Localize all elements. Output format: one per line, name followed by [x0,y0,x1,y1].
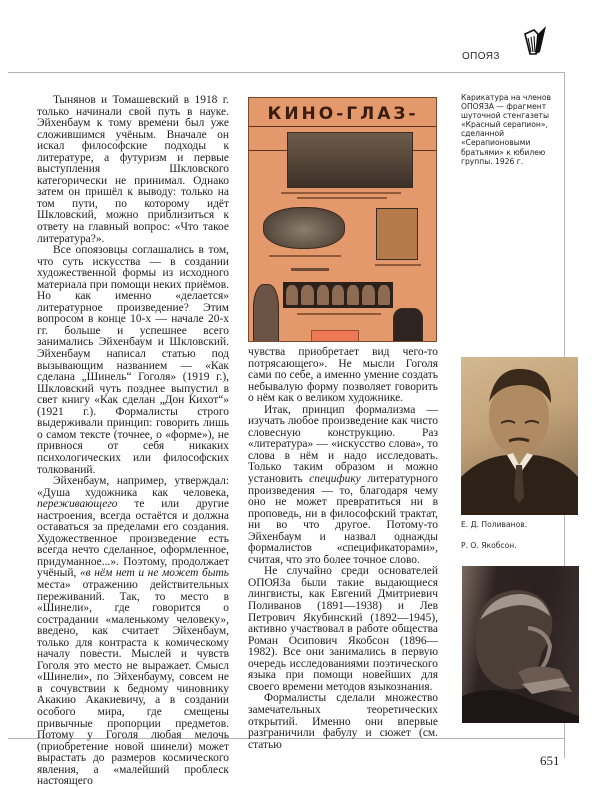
poster-face [332,285,344,305]
portrait-polivanov [461,357,578,515]
poster-caption-line [269,255,341,257]
poster-face [301,285,313,305]
italic-emphasis: «в нём нет и не может быть [79,567,229,580]
poster-red-box [311,330,359,342]
paragraph [37,476,229,788]
poster-face [378,285,390,305]
text-run: места» отражению действительных переживаний. Так, то место в «Шинели», где говорится о сострадании «маленькому человеку», введено, как считает Эйхенбаум, только для контраста к комическому началу повести. Мыслей и чувств Гоголя это место не выражает. Смысл «Шинели», по Эйхенбауму, совсем не в сочувствии к бедному чиновнику Акакию Акакиевичу, а в создании особого мира, где смещены привычные пропорции предметов. Потому у Гоголя любая мелочь (приобретение новой шинели) может вырастать до размеров космического явления, а «малейший проблеск настоящего [37,578,229,788]
figure-caption-poster: Карикатура на членов ОПОЯЗА — фрагмент шуточной стенгазеты «Красный серапион», сделанной «Серапионовыми братьями» к юбилею группы. 1926 г. [461,93,551,166]
poster-face [347,285,359,305]
paragraph: Формалисты сделали множество замечательных теоретических открытий. Именно они впервые разграничили фабулу и сюжет (см. статью [248,692,438,751]
poster-caption-line [291,268,329,271]
poster-illustration-oval [263,207,345,249]
poster-title: КИНО-ГЛАЗ- [267,104,419,124]
section-title: ОПОЯЗ [462,51,500,62]
poster-illustration-framed [376,208,418,260]
paragraph [248,405,438,567]
poster-image [248,97,437,342]
poster-caption-line [297,197,387,199]
text-run: Итак, принцип формализма — изучать любое произведение как чисто словесную конструкцию. Раз «литература» — «искусство слова», то слова в нём и надо исследовать. Только таким образом и можно установить [248,403,438,486]
poster-caption-line [297,313,381,315]
poster-face [286,285,298,305]
paragraph: Тынянов и Томашевский в 1918 г. только начинали свой путь в науке. Эйхенбаум к тому времени был уже сложившимся учёным. Вначале он искал философские подходы к литературе, а футуризм и первые выступления Шкловского категорически не принимал. Однако затем он пришёл к выводу: только на том пути, по которому идёт Шкловский, можно приблизиться к ответу на главный вопрос: «Что такое литература?». [37,94,229,245]
paragraph: Все опоязовцы соглашались в том, что суть искусства — в создании художественной формы из исходного материала при помощи неких приёмов. Но как именно «делается» литературное произведение? Этим вопросом в конце 10-х — начале 20-х гг. больше и успешнее всего занимались Эйхенбаум и Шкловский. Эйхенбаум написал статью под вызывающим названием — «Как сделана „Шинель“ Гоголя» (1919 г.), Шкловский чуть позднее выпустил в свет книгу «Как сделан „Дон Кихот“» (1921 г.). Формалисты строго выдерживали принцип: говорить лишь о самом тексте (точнее, о «форме»), не привнося от себя никаких психологических или философских толкований. [37,244,229,476]
poster-caption-line [281,192,401,194]
text-run: те или другие настроения, всегда остаётся и должна оставаться за пределами его создания. Художественное произведение есть всегда нечто сделанное, оформленное, придуманное...». Поэтому, продолжает учёный, [37,498,229,580]
poster-divider [249,126,437,127]
paragraph: Не случайно среди основателей ОПОЯЗа были такие выдающиеся лингвисты, как Евгений Дмитриевич Поливанов (1891—1938) и Лев Петрович Якубинский (1892—1945), активно участвовал в работе общества Роман Осипович Якобсон (1896—1982). Все они занимались в первую очередь исследованиями поэтического языка при помощи новейших для своего времени методов языкознания. [248,565,438,693]
text-run: литературного произведения — то, благодаря чему оно не может превратиться ни в проповедь, ни в философский трактат, ни во что другое. Потому-то Эйхенбаум и назвал однажды формалистов «спецификаторами», считая, что это более точное слово. [248,473,438,566]
portrait-jakobson [462,566,579,723]
poster-caption-line [375,264,421,266]
poster-illustration-top [287,132,413,188]
text-run: Эйхенбаум, например, утверждал: «Душа художника как человека, [37,475,229,499]
top-rule-divider [8,72,564,73]
book-quill-icon [522,26,548,58]
paragraph: чувства приобретает вид чего-то потрясающего». Не мысли Гоголя сами по себе, а именно умение создать небывалую форму позволяет говорить о нём как о великом художнике. [248,346,438,405]
poster-figure-left [253,284,279,342]
italic-emphasis: специфику [309,473,361,486]
italic-emphasis: переживающего [37,498,118,511]
poster-face [362,285,374,305]
text-column-1 [37,95,229,788]
poster-face [317,285,329,305]
text-column-2 [248,347,438,751]
figure-caption-jakobson: Р. О. Якобсон. [461,541,517,550]
page-number: 651 [540,753,560,768]
poster-figures-right [393,308,423,342]
poster-portrait-row [283,282,393,308]
figure-caption-polivanov: Е. Д. Поливанов. [461,520,528,529]
